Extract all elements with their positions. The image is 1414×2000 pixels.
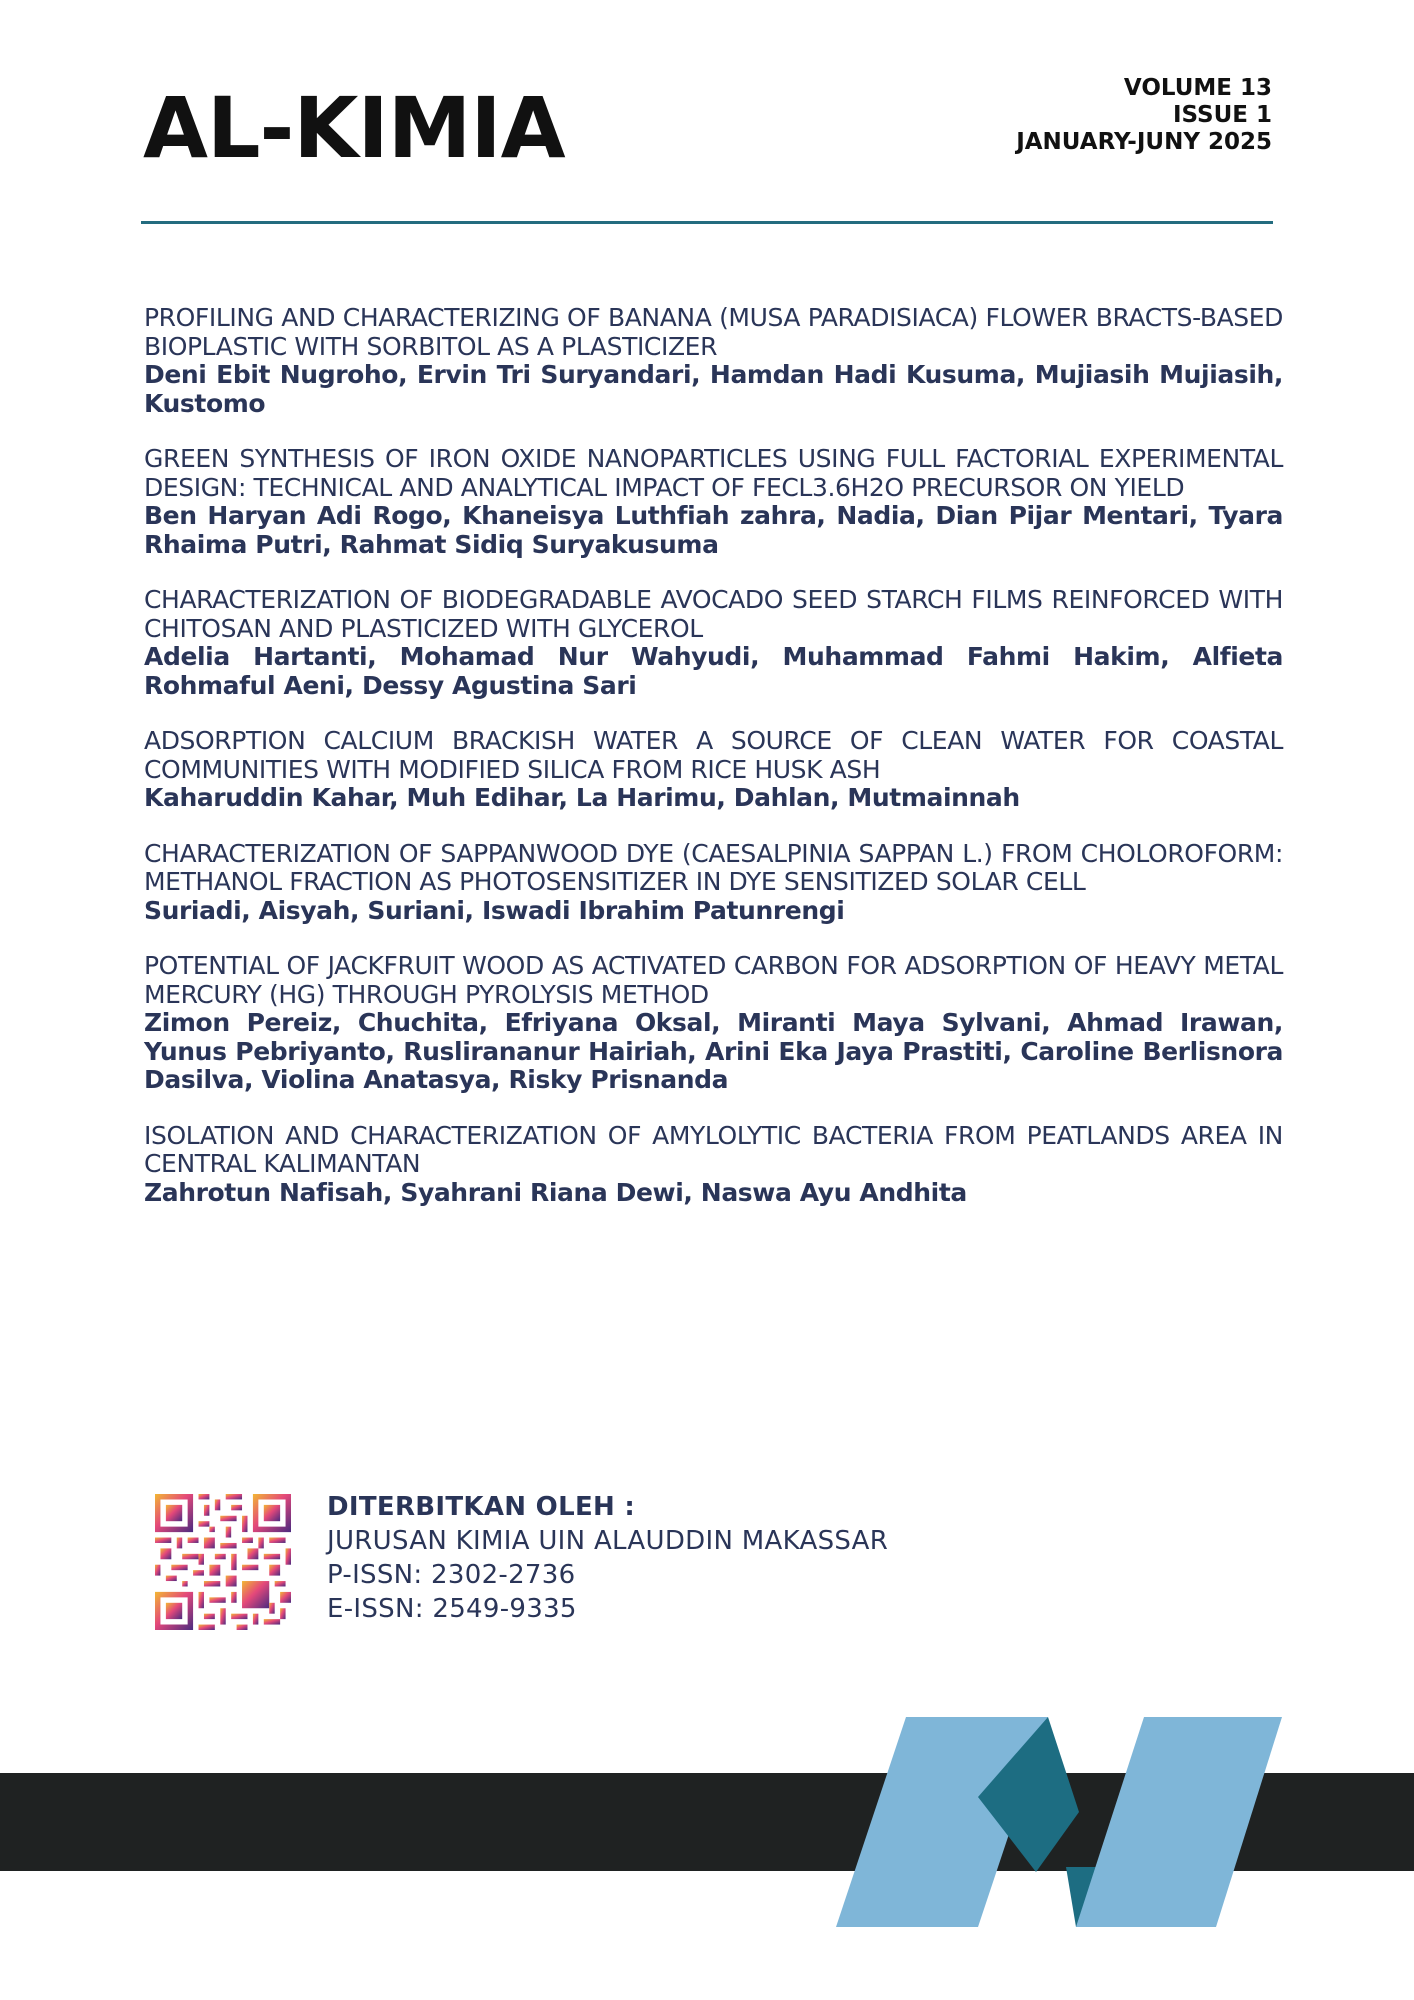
article-title: ISOLATION AND CHARACTERIZATION OF AMYLOLYTIC BACTERIA FROM PEATLANDS AREA IN CENTRAL KALIMANTAN [144, 1120, 1283, 1178]
volume-label: VOLUME 13 [1123, 75, 1272, 101]
article-entry [144, 304, 1283, 418]
publisher-name: JURUSAN KIMIA UIN ALAUDDIN MAKASSAR [327, 1526, 889, 1556]
article-authors: Suriadi, Aisyah, Suriani, Iswadi Ibrahim Patunrengi [144, 895, 845, 925]
article-authors: Deni Ebit Nugroho, Ervin Tri Suryandari, Hamdan Hadi Kusuma, Mujiasih Mujiasih, Kustomo [144, 360, 1283, 418]
right-stripe [1076, 1717, 1282, 1927]
article-title: GREEN SYNTHESIS OF IRON OXIDE NANOPARTICLES USING FULL FACTORIAL EXPERIMENTAL DESIGN: TECHNICAL AND ANALYTICAL IMPACT OF FECL3.6H2O PRECURSOR ON YIELD [144, 444, 1283, 502]
journal-title: AL-KIMIA [143, 79, 565, 177]
publisher-label: DITERBITKAN OLEH : [327, 1492, 636, 1522]
issue-label: ISSUE 1 [1172, 102, 1272, 128]
article-title: CHARACTERIZATION OF BIODEGRADABLE AVOCADO SEED STARCH FILMS REINFORCED WITH CHITOSAN AND PLASTICIZED WITH GLYCEROL [144, 585, 1283, 643]
article-title: POTENTIAL OF JACKFRUIT WOOD AS ACTIVATED CARBON FOR ADSORPTION OF HEAVY METAL MERCURY (HG) THROUGH PYROLYSIS METHOD [144, 951, 1283, 1009]
issue-info [1016, 75, 1272, 156]
article-entry [144, 840, 1283, 926]
period-label: JANUARY-JUNY 2025 [1016, 129, 1272, 155]
article-entry [144, 586, 1283, 700]
article-authors: Ben Haryan Adi Rogo, Khaneisya Luthfiah zahra, Nadia, Dian Pijar Mentari, Tyara Rhaima Putri, Rahmat Sidiq Suryakusuma [144, 501, 1283, 559]
footer-logo-graphic [836, 1717, 1286, 1927]
article-authors: Kaharuddin Kahar, Muh Edihar, La Harimu, Dahlan, Mutmainnah [144, 783, 1020, 812]
p-issn: P-ISSN: 2302-2736 [327, 1560, 576, 1590]
article-entry [144, 727, 1283, 813]
article-authors: Adelia Hartanti, Mohamad Nur Wahyudi, Muhammad Fahmi Hakim, Alfieta Rohmaful Aeni, Dessy Agustina Sari [144, 642, 1283, 700]
article-entry [144, 1122, 1283, 1208]
header-divider [141, 221, 1273, 224]
qr-code-icon[interactable] [155, 1494, 291, 1630]
article-authors: Zimon Pereiz, Chuchita, Efriyana Oksal, Miranti Maya Sylvani, Ahmad Irawan, Yunus Pebriyanto, Ruslirananur Hairiah, Arini Eka Jaya Prastiti, Caroline Berlisnora Dasilva, Violina Anatasya, Risky Prisnanda [144, 1008, 1283, 1094]
article-title: CHARACTERIZATION OF SAPPANWOOD DYE (CAESALPINIA SAPPAN L.) FROM CHOLOROFORM: METHANOL FRACTION AS PHOTOSENSITIZER IN DYE SENSITIZED SOLAR CELL [144, 838, 1283, 896]
article-entry [144, 952, 1283, 1095]
article-authors: Zahrotun Nafisah, Syahrani Riana Dewi, Naswa Ayu Andhita [144, 1177, 967, 1207]
e-issn: E-ISSN: 2549-9335 [327, 1594, 577, 1624]
article-title: ADSORPTION CALCIUM BRACKISH WATER A SOURCE OF CLEAN WATER FOR COASTAL COMMUNITIES WITH MODIFIED SILICA FROM RICE HUSK ASH [144, 726, 1283, 784]
article-title: PROFILING AND CHARACTERIZING OF BANANA (MUSA PARADISIACA) FLOWER BRACTS-BASED BIOPLASTIC WITH SORBITOL AS A PLASTICIZER [144, 303, 1283, 361]
article-entry [144, 445, 1283, 559]
table-of-contents [144, 304, 1283, 1234]
publisher-info [327, 1490, 888, 1626]
